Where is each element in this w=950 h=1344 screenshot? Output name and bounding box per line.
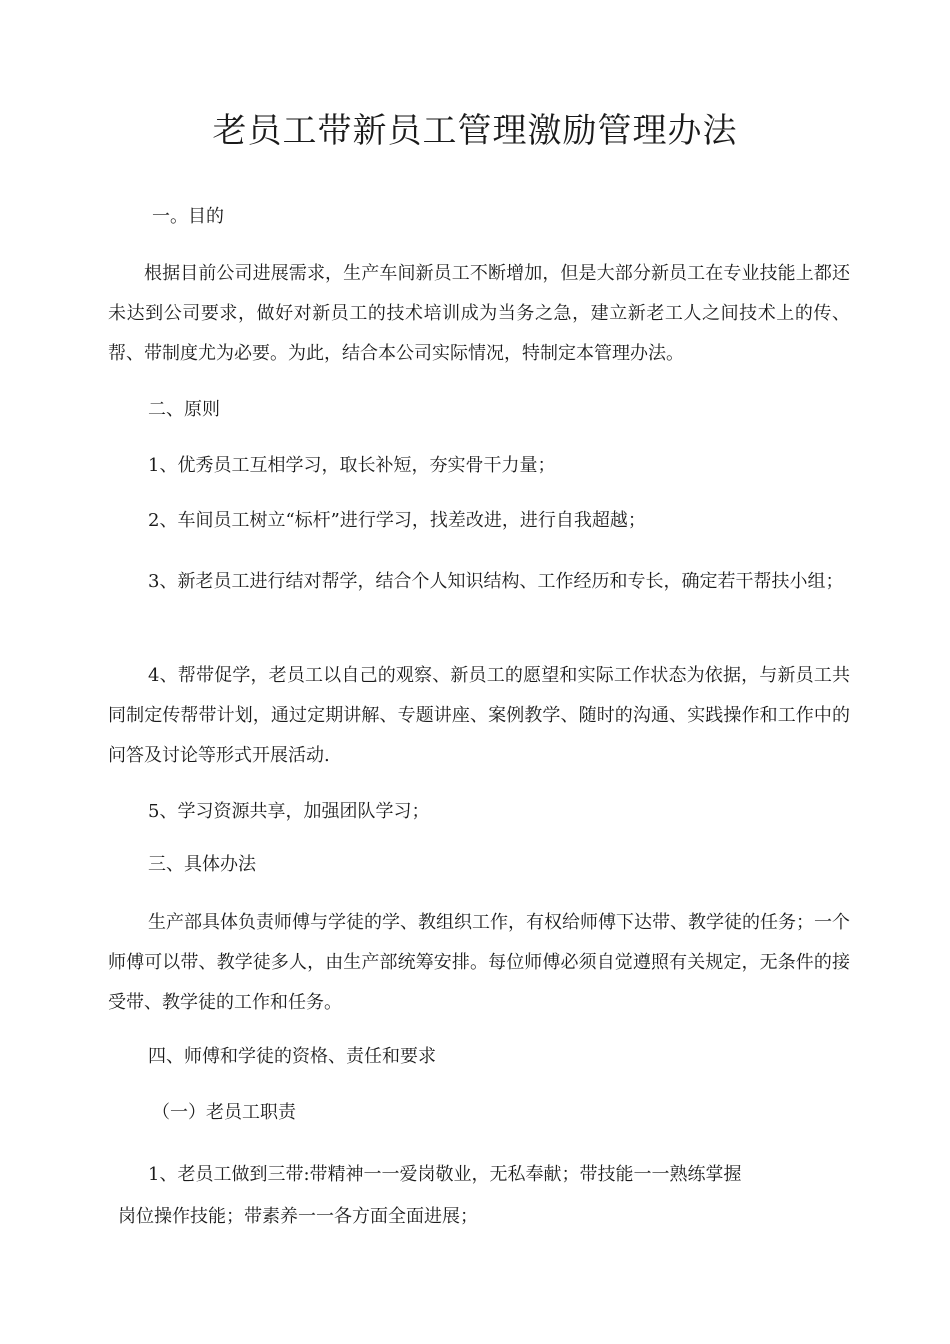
section-heading-purpose: 一。目的 bbox=[152, 206, 224, 227]
principle-item: 2、车间员工树立“标杆”进行学习，找差改进，进行自我超越； bbox=[148, 510, 646, 531]
section-heading-methods: 三、具体办法 bbox=[148, 854, 256, 875]
senior-duty-item: 1、老员工做到三带:带精神一一爱岗敬业，无私奉献；带技能一一熟练掌握 bbox=[148, 1164, 742, 1185]
subsection-heading-senior-duties: （一）老员工职责 bbox=[152, 1102, 296, 1123]
principle-item: 1、优秀员工互相学习，取长补短，夯实骨干力量； bbox=[148, 455, 556, 476]
senior-duty-item-continuation: 岗位操作技能；带素养一一各方面全面进展； bbox=[118, 1206, 478, 1227]
methods-paragraph: 生产部具体负责师傅与学徒的学、教组织工作，有权给师傅下达带、教学徒的任务；一个师傅可以带、教学徒多人，由生产部统筹安排。每位师傅必须自觉遵照有关规定，无条件的接受带、教学徒的工作和任务。 bbox=[108, 912, 850, 1013]
document-title: 老员工带新员工管理激励管理办法 bbox=[212, 111, 738, 151]
principle-item: 3、新老员工进行结对帮学，结合个人知识结构、工作经历和专长，确定若干帮扶小组； bbox=[148, 571, 844, 592]
section-heading-qualifications: 四、师傅和学徒的资格、责任和要求 bbox=[148, 1046, 436, 1067]
section-heading-principles: 二、原则 bbox=[148, 399, 220, 420]
principle-item: 5、学习资源共享，加强团队学习； bbox=[148, 801, 430, 822]
principle-item: 4、帮带促学，老员工以自己的观察、新员工的愿望和实际工作状态为依据，与新员工共同制定传帮带计划，通过定期讲解、专题讲座、案例教学、随时的沟通、实践操作和工作中的问答及讨论等形式开展活动. bbox=[108, 665, 850, 766]
purpose-paragraph: 根据目前公司进展需求，生产车间新员工不断增加，但是大部分新员工在专业技能上都还未达到公司要求，做好对新员工的技术培训成为当务之急，建立新老工人之间技术上的传、帮、带制度尤为必要。为此，结合本公司实际情况，特制定本管理办法。 bbox=[108, 263, 850, 364]
